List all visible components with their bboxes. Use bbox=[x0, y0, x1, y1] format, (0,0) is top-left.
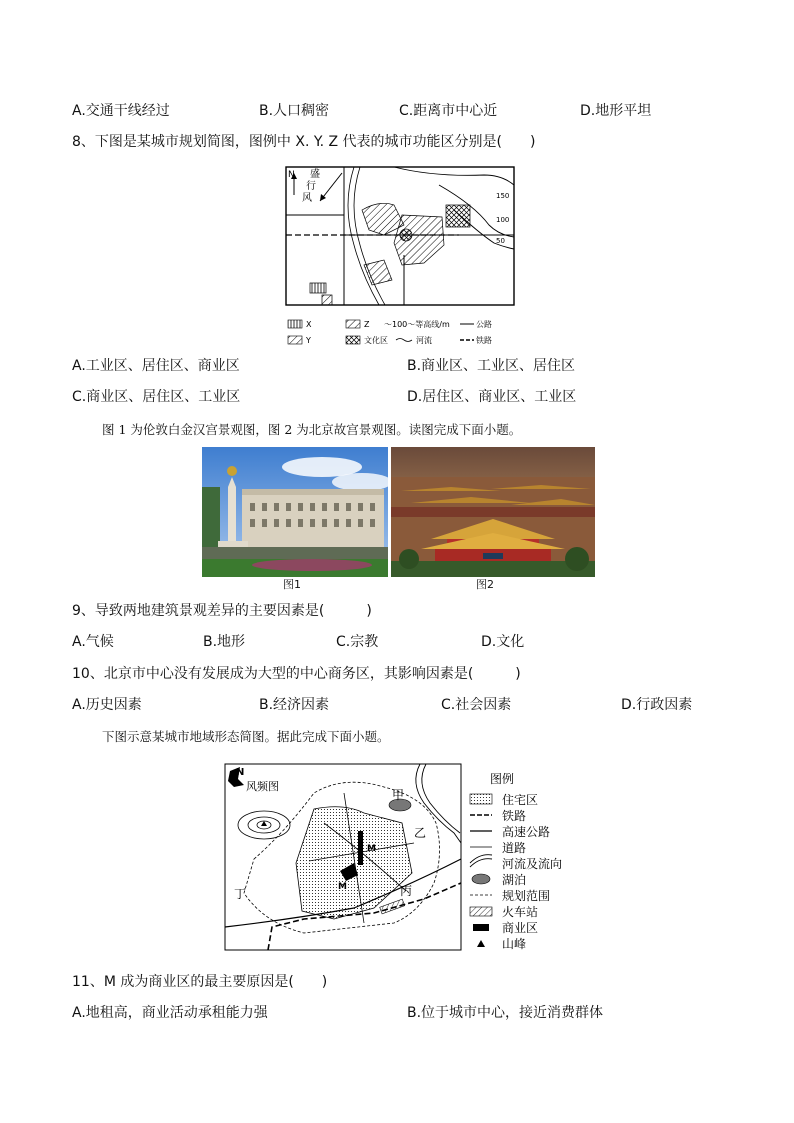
city-planning-map bbox=[284, 165, 516, 351]
q7-option-a: A.交通干线经过 bbox=[72, 103, 170, 119]
wind-label-1: 盛 bbox=[310, 169, 320, 180]
q10-stem: 10、北京市中心没有发展成为大型的中心商务区，其影响因素是( ) bbox=[72, 666, 521, 682]
contour-label-100: 100 bbox=[496, 216, 510, 224]
legend-road: 公路 bbox=[476, 320, 492, 329]
q7-option-c: C.距离市中心近 bbox=[399, 103, 498, 119]
place-bing: 丙 bbox=[400, 884, 413, 898]
q10-option-c: C.社会因素 bbox=[441, 697, 512, 713]
figure-2-caption: 图2 bbox=[476, 578, 494, 591]
q8-option-d: D.居住区、商业区、工业区 bbox=[407, 389, 577, 405]
q11-option-a: A.地租高，商业活动承租能力强 bbox=[72, 1005, 268, 1021]
intro-11: 下图示意某城市地域形态简图。据此完成下面小题。 bbox=[102, 729, 390, 744]
contour-label-50: 50 bbox=[496, 237, 505, 245]
q9-stem: 9、导致两地建筑景观差异的主要因素是( ) bbox=[72, 603, 372, 619]
q10-option-d: D.行政因素 bbox=[621, 697, 693, 713]
q8-option-c: C.商业区、居住区、工业区 bbox=[72, 389, 241, 405]
q10-option-a: A.历史因素 bbox=[72, 697, 142, 713]
legend-x: X bbox=[306, 320, 312, 329]
legend-item-road: 道路 bbox=[502, 841, 527, 855]
contour-label-150: 150 bbox=[496, 192, 510, 200]
q10-option-b: B.经济因素 bbox=[259, 697, 330, 713]
legend-item-commercial: 商业区 bbox=[502, 921, 539, 935]
map-north-label: N bbox=[288, 170, 295, 180]
place-ding: 丁 bbox=[234, 887, 247, 901]
place-yi: 乙 bbox=[414, 826, 427, 840]
legend-item-highway: 高速公路 bbox=[502, 825, 551, 839]
north-label: N bbox=[236, 767, 245, 778]
label-m-1: M bbox=[367, 844, 376, 854]
legend-item-residential: 住宅区 bbox=[502, 793, 539, 807]
legend-item-station: 火车站 bbox=[502, 905, 539, 919]
buckingham-palace-photo bbox=[202, 447, 388, 577]
q9-option-c: C.宗教 bbox=[336, 634, 379, 650]
q8-option-a: A.工业区、居住区、商业区 bbox=[72, 358, 240, 374]
figure-1-caption: 图1 bbox=[283, 578, 301, 591]
q11-stem: 11、M 成为商业区的最主要原因是( ) bbox=[72, 974, 328, 990]
label-m-2: M bbox=[338, 882, 347, 892]
q8-stem: 8、下图是某城市规划简图，图例中 X. Y. Z 代表的城市功能区分别是( ) bbox=[72, 134, 536, 150]
legend-title: 图例 bbox=[490, 772, 515, 786]
forbidden-city-photo bbox=[391, 447, 595, 577]
legend-item-lake: 湖泊 bbox=[502, 873, 527, 887]
q9-option-d: D.文化 bbox=[481, 634, 525, 650]
legend-item-peak: 山峰 bbox=[502, 937, 527, 951]
q8-option-b: B.商业区、工业区、居住区 bbox=[407, 358, 576, 374]
place-jia: 甲 bbox=[392, 788, 405, 802]
q7-option-d: D.地形平坦 bbox=[580, 103, 652, 119]
q7-option-b: B.人口稠密 bbox=[259, 103, 330, 119]
q9-option-a: A.气候 bbox=[72, 634, 114, 650]
legend-contour: ～100～等高线/m bbox=[384, 320, 450, 329]
legend-item-planning: 规划范围 bbox=[502, 889, 551, 903]
wind-rose-title: 风频图 bbox=[246, 780, 279, 793]
legend-rail: 铁路 bbox=[476, 336, 492, 345]
city-morphology-map bbox=[224, 763, 576, 953]
wind-label-2: 行 bbox=[306, 181, 316, 192]
legend-item-river: 河流及流向 bbox=[502, 857, 563, 871]
q11-option-b: B.位于城市中心，接近消费群体 bbox=[407, 1005, 604, 1021]
q9-option-b: B.地形 bbox=[203, 634, 246, 650]
wind-label-3: 风 bbox=[302, 193, 312, 204]
intro-9-10: 图 1 为伦敦白金汉宫景观图，图 2 为北京故宫景观图。读图完成下面小题。 bbox=[102, 422, 522, 437]
legend-y: Y bbox=[306, 336, 311, 345]
legend-river: 河流 bbox=[416, 336, 432, 345]
legend-z: Z bbox=[364, 320, 370, 329]
legend-culture: 文化区 bbox=[364, 336, 388, 345]
legend-item-railway: 铁路 bbox=[502, 809, 527, 823]
